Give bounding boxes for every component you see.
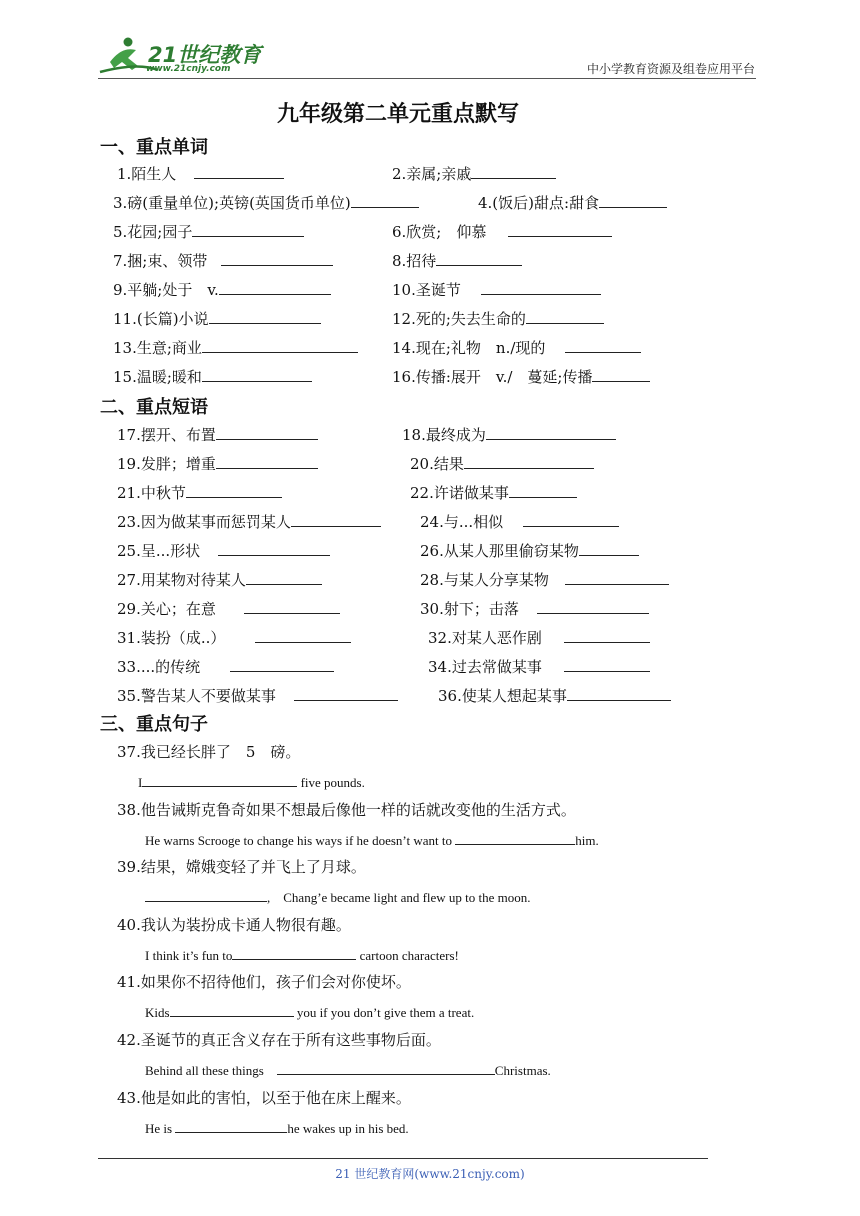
sentence-text-after: five pounds. xyxy=(297,775,365,790)
sentence-prompt: 39.结果，嫦娥变轻了并飞上了月球。 xyxy=(117,858,366,876)
answer-blank[interactable] xyxy=(255,628,351,643)
sentence-answer-line xyxy=(145,1118,409,1137)
answer-blank[interactable] xyxy=(523,512,619,527)
word-item-label: 13.生意;商业 xyxy=(113,339,202,357)
sentence-answer-line xyxy=(145,945,459,964)
phrase-item-label: 32.对某人恶作剧 xyxy=(428,629,542,647)
header-divider xyxy=(98,78,756,79)
word-item-label: 12.死的;失去生命的 xyxy=(392,310,526,328)
phrase-item xyxy=(117,685,398,706)
word-item-label: 3.磅(重量单位);英镑(英国货币单位) xyxy=(113,194,351,212)
phrase-item xyxy=(420,511,619,532)
phrase-item xyxy=(117,511,381,532)
word-item xyxy=(392,221,612,242)
answer-blank[interactable] xyxy=(481,280,601,295)
sentence-text-before: He is xyxy=(145,1121,176,1136)
word-item-label: 11.(长篇)小说 xyxy=(113,310,209,328)
page-header xyxy=(0,0,860,80)
phrase-item-label: 25.呈...形状 xyxy=(117,542,201,560)
phrase-item-label: 34.过去常做某事 xyxy=(428,658,542,676)
section-heading-words: 一、重点单词 xyxy=(100,137,208,158)
word-item-label: 8.招待 xyxy=(392,252,437,270)
answer-blank[interactable] xyxy=(202,367,312,382)
logo-url: www.21cnjy.com xyxy=(146,64,231,74)
phrase-item xyxy=(438,685,671,706)
answer-blank[interactable] xyxy=(464,454,594,469)
sentence-prompt: 37.我已经长胖了 5 磅。 xyxy=(117,743,301,761)
word-item xyxy=(117,163,284,184)
phrase-item-label: 24.与...相似 xyxy=(420,513,504,531)
sentence-prompt: 41.如果你不招待他们，孩子们会对你使坏。 xyxy=(117,973,411,991)
phrase-item xyxy=(117,540,330,561)
answer-blank[interactable] xyxy=(599,193,667,208)
answer-blank[interactable] xyxy=(436,251,522,266)
answer-blank[interactable] xyxy=(526,309,604,324)
answer-blank[interactable] xyxy=(230,657,334,672)
sentence-answer-line xyxy=(145,1002,474,1021)
answer-blank[interactable] xyxy=(218,541,330,556)
word-item-label: 16.传播:展开 v./ 蔓延;传播 xyxy=(392,368,593,386)
sentence-prompt: 40.我认为装扮成卡通人物很有趣。 xyxy=(117,916,351,934)
phrase-item-label: 30.射下；击落 xyxy=(420,600,519,618)
sentence-text-before: Kids xyxy=(145,1005,170,1020)
word-item-label: 9.平躺;处于 v. xyxy=(113,281,219,299)
answer-blank[interactable] xyxy=(221,251,333,266)
answer-blank[interactable] xyxy=(579,541,639,556)
word-item xyxy=(113,221,304,242)
sentence-prompt: 43.他是如此的害怕，以至于他在床上醒来。 xyxy=(117,1089,411,1107)
sentence-answer-line xyxy=(145,887,531,906)
word-item-label: 10.圣诞节 xyxy=(392,281,461,299)
sentence-answer-line xyxy=(145,830,599,849)
sentence-text-after: you if you don’t give them a treat. xyxy=(293,1005,475,1020)
answer-blank[interactable] xyxy=(216,425,318,440)
footer-text: 21 世纪教育网(www.21cnjy.com) xyxy=(335,1167,525,1181)
sentence-text-before: I xyxy=(138,775,143,790)
sentence-prompt: 38.他告诫斯克鲁奇如果不想最后像他一样的话就改变他的生活方式。 xyxy=(117,801,576,819)
sentence-answer-line xyxy=(145,1060,551,1079)
sentence-text-before: I think it’s fun to xyxy=(145,948,233,963)
answer-blank[interactable] xyxy=(277,1060,495,1075)
phrase-item xyxy=(117,569,322,590)
section-heading-phrases: 二、重点短语 xyxy=(100,397,208,418)
section-heading-sentences: 三、重点句子 xyxy=(100,714,208,735)
answer-blank[interactable] xyxy=(145,887,267,902)
answer-blank[interactable] xyxy=(232,945,356,960)
sentence-text-after: Christmas. xyxy=(494,1063,551,1078)
word-item xyxy=(113,192,419,213)
answer-blank[interactable] xyxy=(291,512,381,527)
word-item xyxy=(113,250,333,271)
word-item-label: 4.(饭后)甜点:甜食 xyxy=(478,194,600,212)
phrase-item-label: 27.用某物对待某人 xyxy=(117,571,246,589)
answer-blank[interactable] xyxy=(537,599,649,614)
sentence-text-before: He warns Scrooge to change his ways if he doesn’t want to xyxy=(145,833,456,848)
phrase-item-label: 19.发胖；增重 xyxy=(117,455,216,473)
word-item xyxy=(113,308,321,329)
sentence-answer-line xyxy=(138,772,365,791)
word-item-label: 14.现在;礼物 n./现的 xyxy=(392,339,546,357)
sentence-text-after: he wakes up in his bed. xyxy=(287,1121,409,1136)
word-item xyxy=(392,163,556,184)
word-item-label: 5.花园;园子 xyxy=(113,223,193,241)
word-item xyxy=(113,337,358,358)
phrase-item xyxy=(428,627,650,648)
word-item xyxy=(392,308,604,329)
answer-blank[interactable] xyxy=(246,570,322,585)
phrase-item-label: 18.最终成为 xyxy=(402,426,486,444)
phrase-item xyxy=(117,627,351,648)
word-item xyxy=(392,279,601,300)
answer-blank[interactable] xyxy=(486,425,616,440)
answer-blank[interactable] xyxy=(209,309,321,324)
sentence-text-after: cartoon characters! xyxy=(356,948,459,963)
word-item xyxy=(113,279,331,300)
logo-text: 21世纪教育 xyxy=(148,43,262,67)
platform-name: 中小学教育资源及组卷应用平台 xyxy=(586,62,755,76)
answer-blank[interactable] xyxy=(194,164,284,179)
answer-blank[interactable] xyxy=(202,338,358,353)
phrase-item-label: 26.从某人那里偷窃某物 xyxy=(420,542,579,560)
sentence-text-after: , Chang’e became light and flew up to the moon. xyxy=(267,890,531,905)
word-item xyxy=(392,250,522,271)
footer-divider xyxy=(98,1158,708,1159)
phrase-item xyxy=(420,540,639,561)
phrase-item-label: 20.结果 xyxy=(410,455,464,473)
word-item-label: 15.温暖;暖和 xyxy=(113,368,202,386)
answer-blank[interactable] xyxy=(175,1118,287,1133)
phrase-item xyxy=(410,453,594,474)
answer-blank[interactable] xyxy=(564,628,650,643)
word-item-label: 6.欣赏; 仰慕 xyxy=(392,223,487,241)
phrase-item-label: 28.与某人分享某物 xyxy=(420,571,549,589)
answer-blank[interactable] xyxy=(565,338,641,353)
phrase-item xyxy=(420,569,669,590)
answer-blank[interactable] xyxy=(244,599,340,614)
answer-blank[interactable] xyxy=(565,570,669,585)
phrase-item xyxy=(117,482,282,503)
sentence-text-after: him. xyxy=(575,833,599,848)
phrase-item-label: 17.摆开、布置 xyxy=(117,426,216,444)
page-title: 九年级第二单元重点默写 xyxy=(276,102,519,127)
answer-blank[interactable] xyxy=(170,1002,294,1017)
phrase-item xyxy=(117,453,318,474)
answer-blank[interactable] xyxy=(455,830,575,845)
sentence-prompt: 42.圣诞节的真正含义存在于所有这些事物后面。 xyxy=(117,1031,441,1049)
word-item-label: 2.亲属;亲戚 xyxy=(392,165,472,183)
answer-blank[interactable] xyxy=(592,367,650,382)
phrase-item xyxy=(117,656,334,677)
word-item xyxy=(392,366,650,387)
word-item xyxy=(478,192,667,213)
answer-blank[interactable] xyxy=(564,657,650,672)
word-item-label: 1.陌生人 xyxy=(117,165,177,183)
answer-blank[interactable] xyxy=(186,483,282,498)
phrase-item-label: 23.因为做某事而惩罚某人 xyxy=(117,513,291,531)
phrase-item xyxy=(117,424,318,445)
answer-blank[interactable] xyxy=(471,164,556,179)
phrase-item xyxy=(410,482,577,503)
answer-blank[interactable] xyxy=(509,483,577,498)
phrase-item xyxy=(402,424,616,445)
word-item xyxy=(113,366,312,387)
phrase-item xyxy=(428,656,650,677)
phrase-item-label: 36.使某人想起某事 xyxy=(438,687,567,705)
phrase-item-label: 29.关心；在意 xyxy=(117,600,216,618)
phrase-item-label: 35.警告某人不要做某事 xyxy=(117,687,276,705)
answer-blank[interactable] xyxy=(567,686,671,701)
word-item xyxy=(392,337,641,358)
sentence-text-before: Behind all these things xyxy=(145,1063,277,1078)
answer-blank[interactable] xyxy=(508,222,612,237)
phrase-item-label: 22.许诺做某事 xyxy=(410,484,509,502)
phrase-item-label: 31.装扮（成..） xyxy=(117,629,226,647)
phrase-item-label: 21.中秋节 xyxy=(117,484,186,502)
word-item-label: 7.捆;束、领带 xyxy=(113,252,208,270)
answer-blank[interactable] xyxy=(142,772,297,787)
phrase-item-label: 33....的传统 xyxy=(117,658,201,676)
phrase-item xyxy=(420,598,649,619)
answer-blank[interactable] xyxy=(351,193,419,208)
answer-blank[interactable] xyxy=(216,454,318,469)
answer-blank[interactable] xyxy=(192,222,304,237)
answer-blank[interactable] xyxy=(219,280,331,295)
answer-blank[interactable] xyxy=(294,686,398,701)
phrase-item xyxy=(117,598,340,619)
